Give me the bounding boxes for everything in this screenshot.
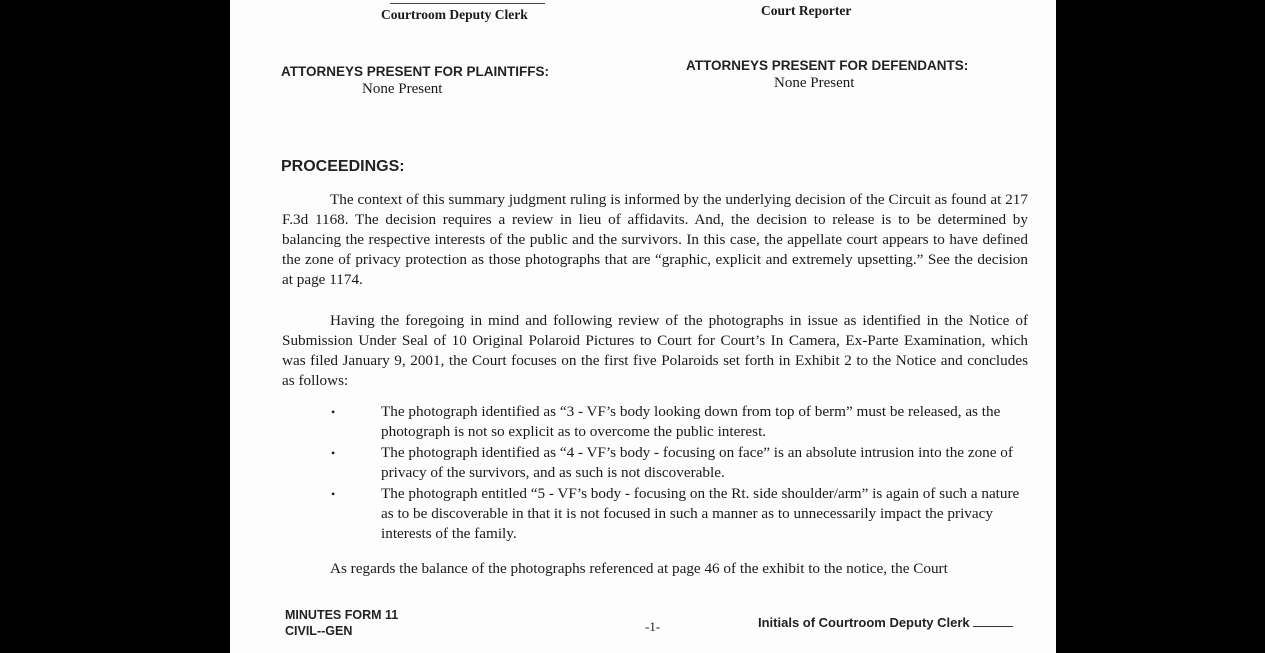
- initials-field: [758, 615, 1013, 630]
- plaintiffs-attorneys-header: ATTORNEYS PRESENT FOR PLAINTIFFS:: [281, 64, 550, 79]
- bullet-icon: •: [331, 446, 336, 460]
- proceedings-paragraph-3: As regards the balance of the photographs referenced at page 46 of the exhibit to the notice, the Court: [330, 560, 948, 577]
- list-item: • The photograph identified as “4 - VF’s body - focusing on face” is an absolute intrusion into the zone of privacy of the survivors, and as such is not discoverable.: [331, 444, 1013, 481]
- proceedings-paragraph-2: Having the foregoing in mind and following review of the photographs in issue as identified in the Notice of Submission Under Seal of 10 Original Polaroid Pictures to Court for Court’s In Camera, Ex-Parte Examination, which was filed January 9, 2001, the Court focuses on the first five Polaroids set forth in Exhibit 2 to the Notice and concludes as follows:: [282, 312, 1028, 389]
- court-reporter-label: Court Reporter: [761, 3, 852, 18]
- signature-line: [390, 0, 545, 4]
- list-item: • The photograph identified as “3 - VF’s body looking down from top of berm” must be released, as the photograph is not so explicit as to overcome the public interest.: [331, 403, 1001, 440]
- form-id: [285, 607, 398, 639]
- initials-blank: [973, 616, 1013, 627]
- form-line-1: MINUTES FORM 11: [285, 608, 399, 622]
- page-number: -1-: [645, 619, 661, 634]
- deputy-clerk-label: Courtroom Deputy Clerk: [381, 7, 528, 22]
- plaintiffs-attorneys-value: None Present: [362, 81, 443, 97]
- list-item: • The photograph entitled “5 - VF’s body - focusing on the Rt. side shoulder/arm” is again of such a nature as to be discoverable in that it is not focused in such a manner as to unnecessarily impact the privacy interests of the family.: [331, 485, 1020, 542]
- initials-label: Initials of Courtroom Deputy Clerk: [758, 615, 970, 630]
- document-page: [230, 0, 1056, 653]
- bullet-icon: •: [331, 405, 336, 419]
- proceedings-paragraph-1: The context of this summary judgment ruling is informed by the underlying decision of the Circuit as found at 217 F.3d 1168. The decision requires a review in lieu of affidavits. And, the decision to release is to be determined by balancing the respective interests of the public and the survivors. In this case, the appellate court appears to have defined the zone of privacy protection as those photographs that are “graphic, explicit and extremely upsetting.” See the decision at page 1174.: [282, 191, 1028, 288]
- rulings-list: [326, 402, 1034, 545]
- defendants-attorneys-value: None Present: [774, 75, 855, 91]
- proceedings-heading: PROCEEDINGS:: [281, 158, 405, 175]
- bullet-icon: •: [331, 487, 336, 501]
- form-line-2: CIVIL--GEN: [285, 624, 353, 638]
- defendants-attorneys-header: ATTORNEYS PRESENT FOR DEFENDANTS:: [686, 58, 969, 73]
